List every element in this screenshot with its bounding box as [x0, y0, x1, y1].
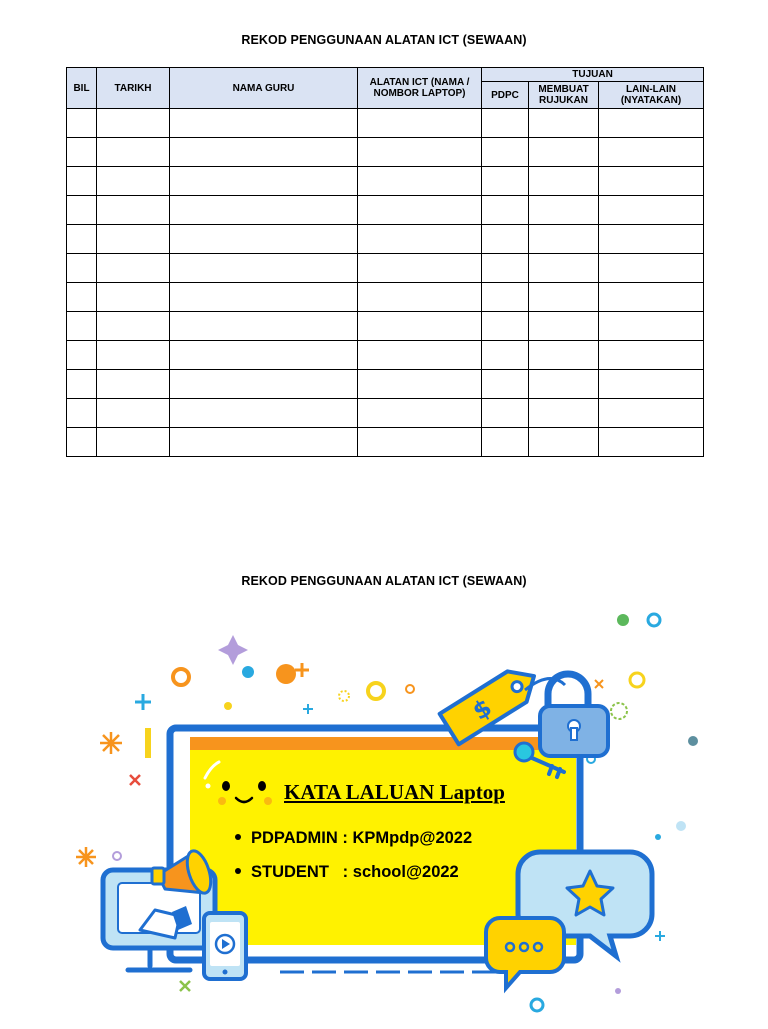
- table-cell[interactable]: [97, 196, 170, 225]
- table-cell[interactable]: [599, 167, 704, 196]
- table-cell[interactable]: [482, 399, 529, 428]
- price-tag-icon: [440, 661, 544, 745]
- table-cell[interactable]: [67, 196, 97, 225]
- table-cell[interactable]: [482, 196, 529, 225]
- table-cell[interactable]: [67, 312, 97, 341]
- table-cell[interactable]: [170, 428, 358, 457]
- credential-pdpadmin: [235, 829, 472, 848]
- table-cell[interactable]: [482, 109, 529, 138]
- table-cell[interactable]: [97, 370, 170, 399]
- table-cell[interactable]: [529, 341, 599, 370]
- header-alatan-line1: ALATAN ICT (NAMA /: [369, 77, 470, 88]
- table-row: [67, 167, 704, 196]
- credential-label: STUDENT: [251, 863, 329, 881]
- password-heading: KATA LALUAN Laptop: [284, 780, 505, 804]
- table-cell[interactable]: [599, 312, 704, 341]
- table-cell[interactable]: [482, 138, 529, 167]
- table-cell[interactable]: [529, 254, 599, 283]
- header-lain-lain: [599, 82, 704, 109]
- table-cell[interactable]: [97, 138, 170, 167]
- table-row: [67, 254, 704, 283]
- table-body: [67, 109, 704, 457]
- poster-illustration: [0, 600, 768, 1024]
- header-tarikh: TARIKH: [97, 68, 170, 109]
- table-row: [67, 312, 704, 341]
- table-cell[interactable]: [599, 109, 704, 138]
- header-lain-line2: (NYATAKAN): [620, 95, 682, 106]
- table-cell[interactable]: [170, 196, 358, 225]
- bullet-icon: [235, 834, 241, 840]
- table-cell[interactable]: [599, 399, 704, 428]
- table-cell[interactable]: [482, 312, 529, 341]
- table-cell[interactable]: [599, 283, 704, 312]
- svg-text:$: $: [467, 693, 497, 726]
- table-row: [67, 196, 704, 225]
- table-cell[interactable]: [67, 254, 97, 283]
- header-nama-guru: NAMA GURU: [170, 68, 358, 109]
- table-row: [67, 428, 704, 457]
- table-cell[interactable]: [482, 225, 529, 254]
- table-cell[interactable]: [358, 312, 482, 341]
- table-cell[interactable]: [599, 341, 704, 370]
- table-cell[interactable]: [67, 167, 97, 196]
- table-cell[interactable]: [529, 370, 599, 399]
- table-cell[interactable]: [97, 167, 170, 196]
- table-cell[interactable]: [170, 138, 358, 167]
- header-membuat-line1: MEMBUAT: [538, 84, 589, 95]
- table-cell[interactable]: [170, 225, 358, 254]
- table-cell[interactable]: [529, 196, 599, 225]
- table-cell[interactable]: [482, 370, 529, 399]
- table-cell[interactable]: [67, 341, 97, 370]
- table-cell[interactable]: [67, 109, 97, 138]
- table-cell[interactable]: [529, 225, 599, 254]
- table-cell[interactable]: [529, 399, 599, 428]
- table-cell[interactable]: [170, 312, 358, 341]
- table-cell[interactable]: [599, 254, 704, 283]
- credential-value: KPMpdp@2022: [352, 829, 473, 847]
- table-row: [67, 399, 704, 428]
- table-cell[interactable]: [599, 138, 704, 167]
- table-cell[interactable]: [97, 225, 170, 254]
- table-cell[interactable]: [482, 254, 529, 283]
- table-row: [67, 370, 704, 399]
- table-cell[interactable]: [358, 254, 482, 283]
- table-cell[interactable]: [599, 428, 704, 457]
- credential-label: PDPADMIN: [251, 829, 338, 847]
- table-cell[interactable]: [67, 428, 97, 457]
- table-cell[interactable]: [482, 428, 529, 457]
- table-cell[interactable]: [358, 225, 482, 254]
- header-tujuan: TUJUAN: [482, 68, 704, 82]
- header-membuat-line2: RUJUKAN: [539, 95, 588, 106]
- chat-bubble-icon: [486, 918, 564, 988]
- table-cell[interactable]: [170, 341, 358, 370]
- table-cell[interactable]: [358, 138, 482, 167]
- table-cell[interactable]: [170, 254, 358, 283]
- table-cell[interactable]: [97, 428, 170, 457]
- table-cell[interactable]: [97, 399, 170, 428]
- table-row: [67, 138, 704, 167]
- table-cell[interactable]: [170, 283, 358, 312]
- header-lain-line1: LAIN-LAIN: [626, 84, 677, 95]
- table-cell[interactable]: [67, 225, 97, 254]
- table-row: [67, 283, 704, 312]
- table-cell[interactable]: [170, 399, 358, 428]
- usage-record-table: [66, 67, 704, 457]
- table-cell[interactable]: [358, 428, 482, 457]
- credential-separator: :: [337, 829, 353, 847]
- table-cell[interactable]: [358, 370, 482, 399]
- table-cell[interactable]: [97, 254, 170, 283]
- header-alatan-line2: NOMBOR LAPTOP): [373, 88, 466, 99]
- table-cell[interactable]: [358, 109, 482, 138]
- table-cell[interactable]: [67, 370, 97, 399]
- table-cell[interactable]: [482, 283, 529, 312]
- table-row: [67, 109, 704, 138]
- table-cell[interactable]: [170, 167, 358, 196]
- document-title-repeat: REKOD PENGGUNAAN ALATAN ICT (SEWAAN): [241, 574, 527, 588]
- table-cell[interactable]: [97, 312, 170, 341]
- table-cell[interactable]: [599, 196, 704, 225]
- header-alatan-ict: [358, 68, 482, 109]
- table-cell[interactable]: [170, 109, 358, 138]
- table-cell[interactable]: [529, 428, 599, 457]
- table-cell[interactable]: [358, 283, 482, 312]
- table-cell[interactable]: [529, 167, 599, 196]
- table-cell[interactable]: [67, 138, 97, 167]
- credential-student: [235, 863, 459, 882]
- table-cell[interactable]: [97, 341, 170, 370]
- table-cell[interactable]: [358, 341, 482, 370]
- table-cell[interactable]: [97, 109, 170, 138]
- table-cell[interactable]: [482, 341, 529, 370]
- table-cell[interactable]: [358, 167, 482, 196]
- table-cell[interactable]: [358, 196, 482, 225]
- document-title: REKOD PENGGUNAAN ALATAN ICT (SEWAAN): [241, 33, 527, 47]
- table-cell[interactable]: [529, 312, 599, 341]
- phone-play-icon: [204, 913, 246, 979]
- credential-separator: :: [328, 863, 353, 881]
- table-row: [67, 225, 704, 254]
- table-cell[interactable]: [529, 283, 599, 312]
- header-membuat-rujukan: [529, 82, 599, 109]
- table-cell[interactable]: [358, 399, 482, 428]
- table-row: [67, 341, 704, 370]
- bullet-icon: [235, 868, 241, 874]
- password-poster: [0, 600, 768, 1024]
- credential-value: school@2022: [352, 863, 459, 881]
- table-cell[interactable]: [170, 370, 358, 399]
- table-cell[interactable]: [599, 370, 704, 399]
- table-cell[interactable]: [97, 283, 170, 312]
- header-pdpc: PDPC: [482, 82, 529, 109]
- table-cell[interactable]: [67, 399, 97, 428]
- table-cell[interactable]: [482, 167, 529, 196]
- table-cell[interactable]: [529, 109, 599, 138]
- table-cell[interactable]: [529, 138, 599, 167]
- header-bil: BIL: [67, 68, 97, 109]
- table-cell[interactable]: [599, 225, 704, 254]
- table-cell[interactable]: [67, 283, 97, 312]
